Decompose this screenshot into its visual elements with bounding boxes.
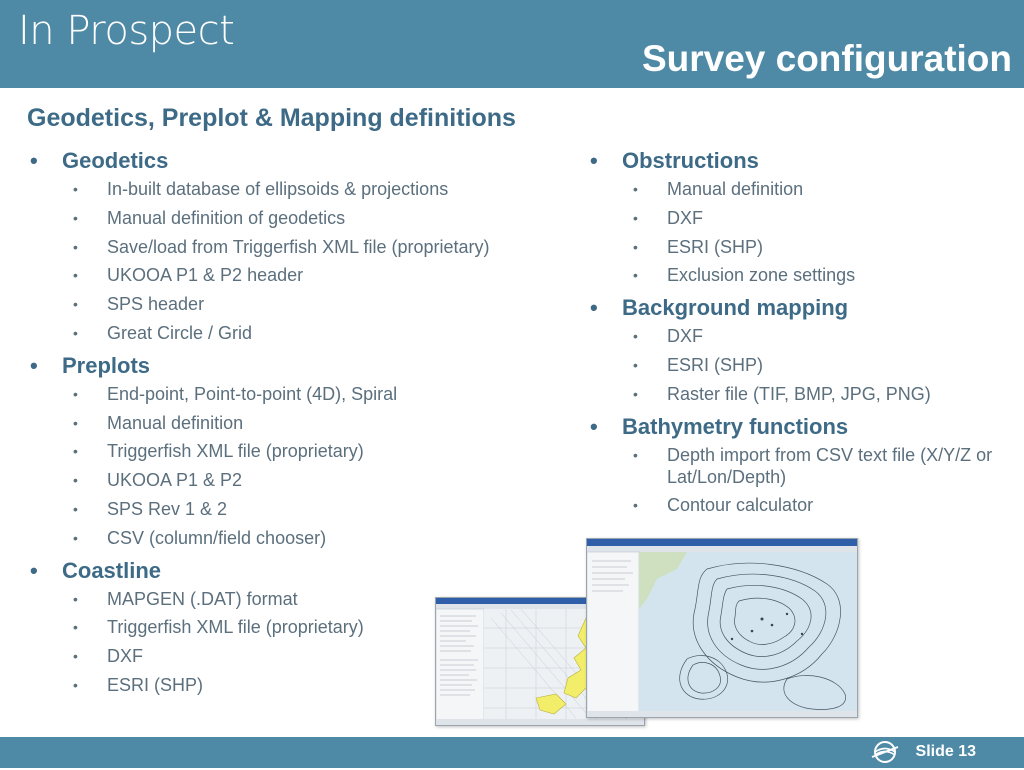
bullet-heading-geodetics: • Geodetics: [28, 146, 588, 178]
right-bullet-column: [588, 146, 1008, 523]
section-subtitle: Geodetics, Preplot & Mapping definitions: [27, 104, 516, 132]
list-item: • Manual definition of geodetics: [28, 207, 588, 229]
list-item: • CSV (column/field chooser): [28, 527, 588, 549]
list-item: • SPS header: [28, 293, 588, 315]
slide-title: Survey configuration: [641, 38, 1012, 79]
bullet-heading-coastline: • Coastline: [28, 556, 588, 588]
header-bar: [0, 0, 1024, 88]
globe-logo-icon: [870, 739, 900, 770]
list-item: • ESRI (SHP): [588, 354, 1008, 376]
bullet-heading-bathymetry: • Bathymetry functions: [588, 412, 1008, 444]
logo-text: In Prospect: [18, 8, 235, 54]
list-item: • Depth import from CSV text file (X/Y/Z or Lat/Lon/Depth): [588, 444, 1008, 488]
company-logo: [18, 8, 234, 54]
list-item: • DXF: [588, 207, 1008, 229]
list-item: • Triggerfish XML file (proprietary): [28, 616, 588, 638]
list-item: • UKOOA P1 & P2 header: [28, 264, 588, 286]
list-item: • Manual definition: [588, 178, 1008, 200]
bathymetry-contour-screenshot: [586, 538, 858, 718]
list-item: • DXF: [28, 645, 588, 667]
list-item: • End-point, Point-to-point (4D), Spiral: [28, 383, 588, 405]
bullet-heading-obstructions: • Obstructions: [588, 146, 1008, 178]
list-item: • In-built database of ellipsoids & projections: [28, 178, 588, 200]
list-item: • Great Circle / Grid: [28, 322, 588, 344]
list-item: • Contour calculator: [588, 494, 1008, 516]
list-item: • ESRI (SHP): [28, 674, 588, 696]
list-item: • Save/load from Triggerfish XML file (proprietary): [28, 236, 588, 258]
list-item: • UKOOA P1 & P2: [28, 469, 588, 491]
bullet-heading-background-mapping: • Background mapping: [588, 293, 1008, 325]
list-item: • MAPGEN (.DAT) format: [28, 588, 588, 610]
slide-number: Slide 13: [915, 743, 976, 760]
list-item: • ESRI (SHP): [588, 236, 1008, 258]
list-item: • DXF: [588, 325, 1008, 347]
bathymetry-map-image: [587, 539, 857, 717]
bullet-heading-preplots: • Preplots: [28, 351, 588, 383]
list-item: • SPS Rev 1 & 2: [28, 498, 588, 520]
list-item: • Exclusion zone settings: [588, 264, 1008, 286]
list-item: • Raster file (TIF, BMP, JPG, PNG): [588, 383, 1008, 405]
footer-bar: [0, 737, 1024, 768]
list-item: • Manual definition: [28, 412, 588, 434]
list-item: • Triggerfish XML file (proprietary): [28, 440, 588, 462]
